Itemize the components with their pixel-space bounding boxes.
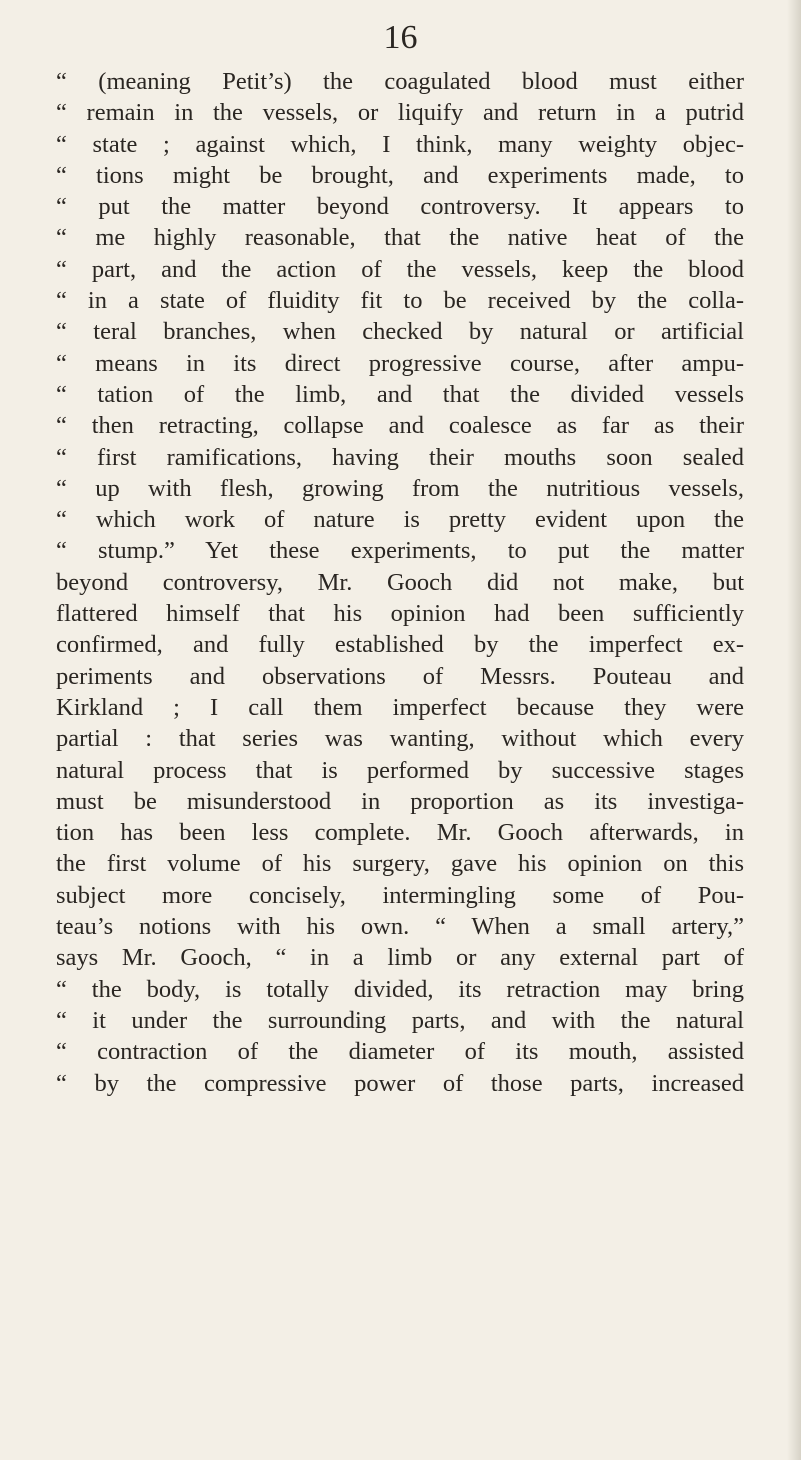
text-line: “ me highly reasonable, that the native heat of the [56, 224, 744, 252]
text-line: “ contraction of the diameter of its mouth, assisted [56, 1038, 744, 1066]
text-line: “ tions might be brought, and experiments made, to [56, 161, 744, 189]
text-line: confirmed, and fully established by the imperfect ex- [56, 631, 744, 659]
text-line: subject more concisely, intermingling some of Pou- [56, 881, 744, 909]
body-text [56, 66, 744, 1099]
text-line: “ first ramifications, having their mouths soon sealed [56, 443, 744, 471]
text-line: beyond controversy, Mr. Gooch did not make, but [56, 568, 744, 596]
text-line: partial : that series was wanting, without which every [56, 725, 744, 753]
text-line: “ in a state of fluidity fit to be received by the colla- [56, 287, 744, 315]
text-line: “ it under the surrounding parts, and with the natural [56, 1006, 744, 1034]
text-line: “ the body, is totally divided, its retraction may bring [56, 975, 744, 1003]
text-line: “ part, and the action of the vessels, keep the blood [56, 255, 744, 283]
text-line: must be misunderstood in proportion as its investiga- [56, 787, 744, 815]
text-line: “ teral branches, when checked by natural or artificial [56, 318, 744, 346]
text-line: flattered himself that his opinion had been sufficiently [56, 600, 744, 628]
text-line: natural process that is performed by successive stages [56, 756, 744, 784]
text-line: “ which work of nature is pretty evident upon the [56, 506, 744, 534]
text-line: tion has been less complete. Mr. Gooch afterwards, in [56, 819, 744, 847]
text-line: “ tation of the limb, and that the divided vessels [56, 380, 744, 408]
text-line: “ state ; against which, I think, many weighty objec- [56, 130, 744, 158]
text-line: “ remain in the vessels, or liquify and return in a putrid [56, 99, 744, 127]
text-line: “ up with flesh, growing from the nutritious vessels, [56, 474, 744, 502]
page-edge-shadow [787, 0, 801, 1460]
text-line: the first volume of his surgery, gave his opinion on this [56, 850, 744, 878]
text-line: “ means in its direct progressive course, after ampu- [56, 349, 744, 377]
text-line: “ stump.” Yet these experiments, to put the matter [56, 537, 744, 565]
page-number: 16 [383, 19, 418, 56]
text-line: “ put the matter beyond controversy. It appears to [56, 193, 744, 221]
text-line: teau’s notions with his own. “ When a small artery,” [56, 913, 744, 941]
text-line: periments and observations of Messrs. Pouteau and [56, 662, 744, 690]
text-line: “ by the compressive power of those parts, increased [56, 1069, 744, 1097]
text-line: “ (meaning Petit’s) the coagulated blood must either [56, 68, 744, 95]
text-line: “ then retracting, collapse and coalesce as far as their [56, 412, 744, 440]
text-line: says Mr. Gooch, “ in a limb or any external part of [56, 944, 744, 972]
text-line: Kirkland ; I call them imperfect because they were [56, 693, 744, 721]
